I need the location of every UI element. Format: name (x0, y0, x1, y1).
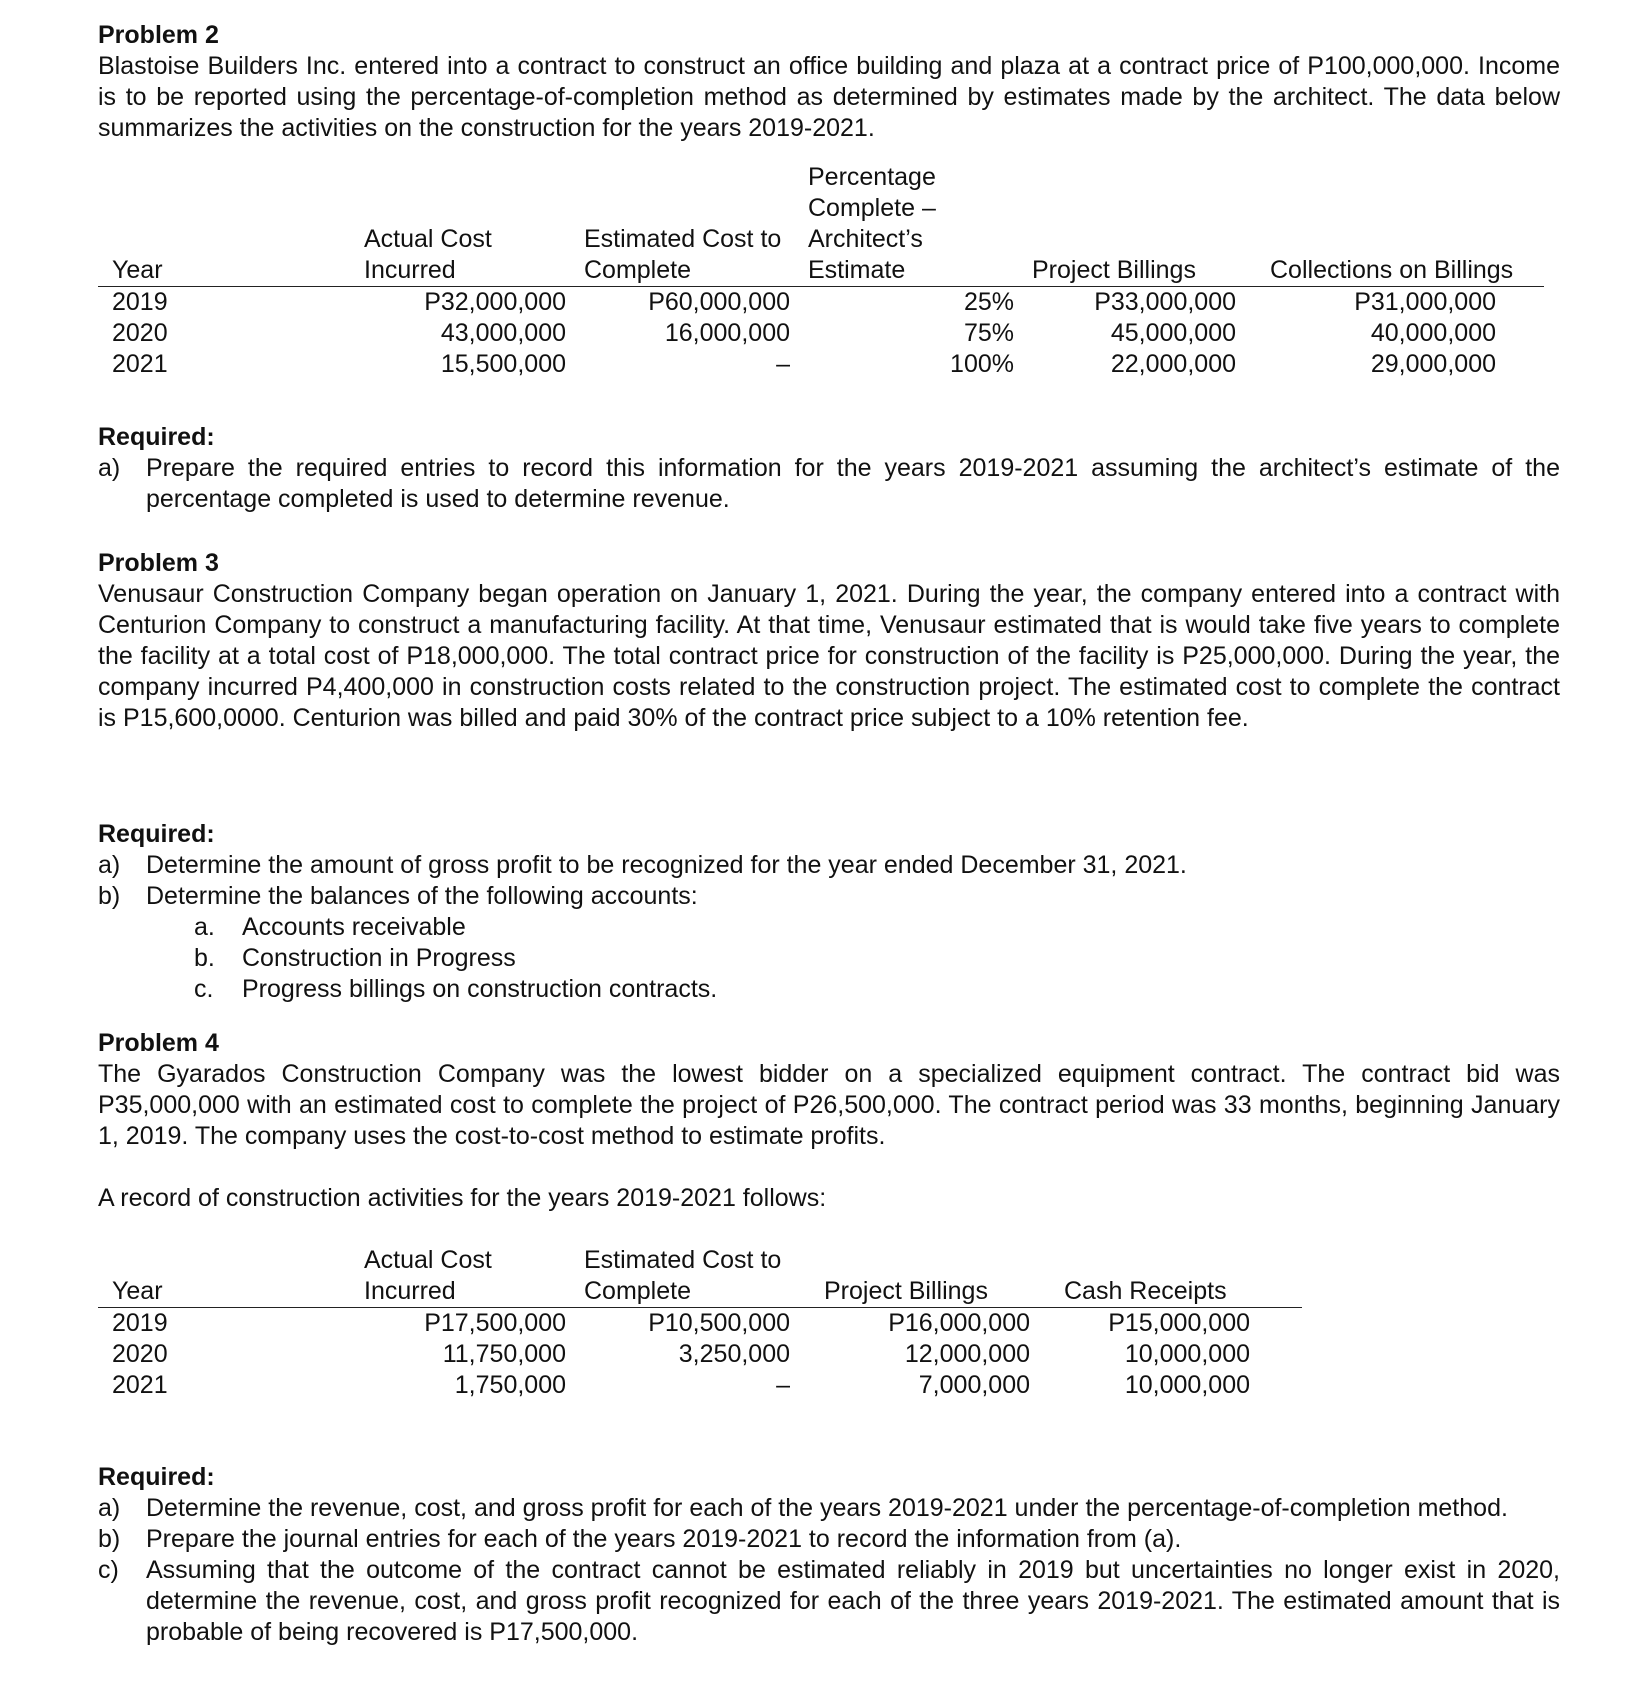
sub-list-item (194, 912, 1560, 943)
table-header-row (98, 162, 1544, 287)
list-item-text: Prepare the required entries to record this information for the years 2019-2021 assuming the architect’s estimate of the percentage completed is used to determine revenue. (146, 454, 1560, 513)
table-cell: 3,250,000 (678, 1340, 790, 1368)
table-row (98, 349, 1544, 380)
list-item-text: Determine the balances of the following accounts: (146, 882, 698, 910)
table-cell: 2019 (112, 1309, 168, 1337)
table-cell: 12,000,000 (904, 1340, 1030, 1368)
required-heading: Required: (98, 423, 215, 451)
list-item-text: Assuming that the outcome of the contract cannot be estimated reliably in 2019 but uncertainties no longer exist in 2020, determine the revenue, cost, and gross profit recognized for each of the three years 2019-2021. The estimated amount that is probable of being recovered is P17,500,000. (146, 1556, 1560, 1646)
table-cell: 15,500,000 (440, 350, 566, 378)
table-cell: 7,000,000 (918, 1371, 1030, 1399)
table-cell: 25% (963, 288, 1014, 316)
list-marker: c) (98, 1556, 119, 1584)
table-cell: 22,000,000 (1110, 350, 1236, 378)
table-cell: 40,000,000 (1370, 319, 1496, 347)
problem-3-intro: Venusaur Construction Company began operation on January 1, 2021. During the year, the company entered into a contract with Centurion Company to construct a manufacturing facility. At that time, Venusaur estimated that is would take five years to complete the facility at a total cost of P18,000,000. The total contract price for construction of the facility is P25,000,000. During the year, the company incurred P4,400,000 in construction costs related to the construction project. The estimated cost to complete the contract is P15,600,0000. Centurion was billed and paid 30% of the contract price subject to a 10% retention fee. (98, 580, 1560, 732)
table-cell: P33,000,000 (1094, 288, 1236, 316)
list-marker: b) (98, 882, 121, 910)
table-cell: 43,000,000 (440, 319, 566, 347)
problem-3-required (98, 819, 1560, 1005)
column-header: Cash Receipts (1050, 1245, 1302, 1308)
problem-4-table (98, 1245, 1302, 1401)
table-cell: 2019 (112, 288, 168, 316)
list-marker: a. (194, 913, 215, 941)
problem-2-table (98, 162, 1544, 380)
column-header: Year (98, 162, 350, 287)
list-item (98, 453, 1560, 515)
table-cell: 2020 (112, 319, 168, 347)
table-cell: P10,500,000 (648, 1309, 790, 1337)
sub-list-item (194, 943, 1560, 974)
table-row (98, 1308, 1302, 1340)
list-item-text: Determine the amount of gross profit to be recognized for the year ended December 31, 2021. (146, 851, 1187, 879)
column-header: Project Billings (1018, 162, 1256, 287)
list-item (98, 1493, 1560, 1524)
table-cell: P31,000,000 (1354, 288, 1496, 316)
list-item-text: Determine the revenue, cost, and gross profit for each of the years 2019-2021 under the percentage-of-completion method. (146, 1494, 1508, 1522)
table-row (98, 287, 1544, 319)
list-marker: a) (98, 1494, 121, 1522)
list-item-text: Prepare the journal entries for each of the years 2019-2021 to record the information from (a). (146, 1525, 1182, 1553)
list-marker: b. (194, 944, 215, 972)
problem-2-required (98, 422, 1560, 515)
problem-4-record-intro: A record of construction activities for the years 2019-2021 follows: (98, 1184, 827, 1212)
problem-4-required (98, 1462, 1560, 1648)
problem-3-title: Problem 3 (98, 549, 219, 577)
list-item (98, 1555, 1560, 1648)
list-item (98, 881, 1560, 912)
table-cell: 1,750,000 (454, 1371, 566, 1399)
table-cell: – (776, 350, 790, 378)
column-header: Project Billings (810, 1245, 1050, 1308)
problem-3-section (98, 548, 1560, 734)
column-header: Estimated Cost to Complete (570, 1245, 810, 1308)
column-header: Actual Cost Incurred (350, 162, 570, 287)
table-cell: 11,750,000 (442, 1340, 566, 1368)
table-cell: – (776, 1371, 790, 1399)
table-cell: P15,000,000 (1108, 1309, 1250, 1337)
required-heading: Required: (98, 1463, 215, 1491)
table-cell: 2021 (112, 1371, 168, 1399)
column-header: Year (98, 1245, 350, 1308)
problem-2-title: Problem 2 (98, 21, 219, 49)
table-cell: P32,000,000 (424, 288, 566, 316)
list-marker: c. (194, 975, 214, 1003)
problem-4-section (98, 1028, 1560, 1152)
sub-list-item (194, 974, 1560, 1005)
column-header: Percentage Complete – Architect’s Estimate (794, 162, 1018, 287)
list-marker: a) (98, 454, 121, 482)
table-row (98, 318, 1544, 349)
table-cell: 10,000,000 (1124, 1340, 1250, 1368)
required-heading: Required: (98, 820, 215, 848)
problem-4-title: Problem 4 (98, 1029, 219, 1057)
table-header-row (98, 1245, 1302, 1308)
table-row (98, 1339, 1302, 1370)
table-cell: 29,000,000 (1370, 350, 1496, 378)
table-cell: 2021 (112, 350, 168, 378)
list-item-text: Progress billings on construction contracts. (242, 975, 718, 1003)
table-cell: 75% (963, 319, 1014, 347)
problem-4-intro: The Gyarados Construction Company was the lowest bidder on a specialized equipment contract. The contract bid was P35,000,000 with an estimated cost to complete the project of P26,500,000. The contract period was 33 months, beginning January 1, 2019. The company uses the cost-to-cost method to estimate profits. (98, 1060, 1560, 1150)
table-cell: 100% (950, 350, 1014, 378)
list-marker: a) (98, 851, 121, 879)
table-cell: P17,500,000 (424, 1309, 566, 1337)
column-header: Actual Cost Incurred (350, 1245, 570, 1308)
list-item (98, 1524, 1560, 1555)
table-cell: P60,000,000 (648, 288, 790, 316)
problem-2-section (98, 20, 1560, 144)
problem-2-intro: Blastoise Builders Inc. entered into a contract to construct an office building and plaza at a contract price of P100,000,000. Income is to be reported using the percentage-of-completion method as determined by estimates made by the architect. The data below summarizes the activities on the construction for the years 2019-2021. (98, 52, 1560, 142)
list-marker: b) (98, 1525, 121, 1553)
list-item-text: Construction in Progress (242, 944, 516, 972)
column-header: Estimated Cost to Complete (570, 162, 794, 287)
table-cell: 10,000,000 (1124, 1371, 1250, 1399)
list-item (98, 850, 1560, 881)
table-cell: 16,000,000 (664, 319, 790, 347)
table-cell: P16,000,000 (888, 1309, 1030, 1337)
table-row (98, 1370, 1302, 1401)
table-cell: 45,000,000 (1110, 319, 1236, 347)
column-header: Collections on Billings (1256, 162, 1544, 287)
table-cell: 2020 (112, 1340, 168, 1368)
list-item-text: Accounts receivable (242, 913, 466, 941)
